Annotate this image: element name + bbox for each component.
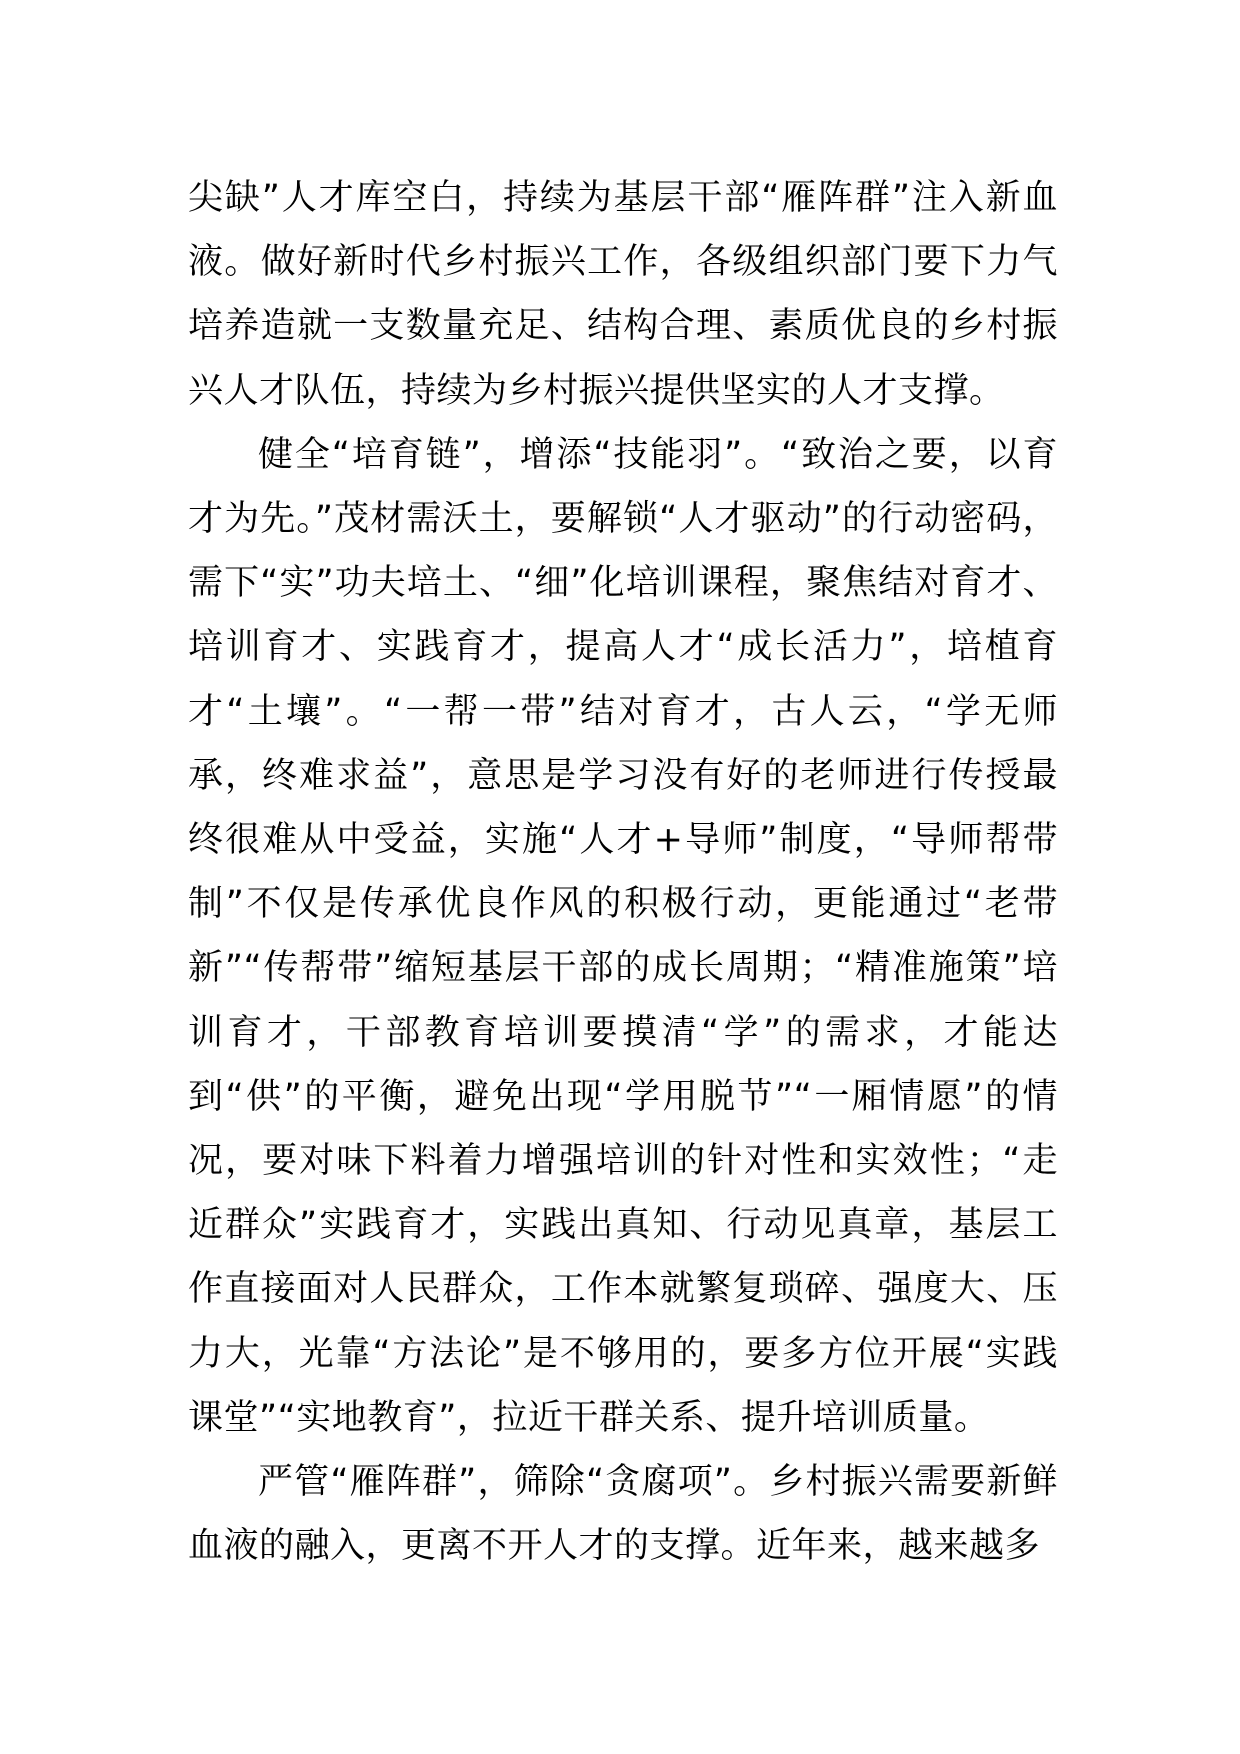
paragraph-lead: 健全“培育链”，增添“技能羽”。 <box>258 434 782 475</box>
paragraph-lead: 严管“雁阵群”，筛除“贪腐项”。 <box>258 1462 770 1503</box>
paragraph-continued <box>188 166 1058 423</box>
paragraph-text: “致治之要，以育才为先。”茂材需沃土，要解锁“人才驱动”的行动密码，需下“实”功夫培土、“细”化培训课程，聚焦结对育才、培训育才、实践育才，提高人才“成长活力”，培植育才“土壤”。“一帮一带”结对育才，古人云，“学无师承，终难求益”，意思是学习没有好的老师进行传授最终很难从中受益，实施“人才+导师”制度，“导师帮带制”不仅是传承优良作风的积极行动，更能通过“老带新”“传帮带”缩短基层干部的成长周期；“精准施策”培训育才，干部教育培训要摸清“学”的需求，才能达到“供”的平衡，避免出现“学用脱节”“一厢情愿”的情况，要对味下料着力增强培训的针对性和实效性；“走近群众”实践育才，实践出真知、行动见真章，基层工作直接面对人民群众，工作本就繁复琐碎、强度大、压力大，光靠“方法论”是不够用的，要多方位开展“实践课堂”“实地教育”，拉近干群关系、提升培训质量。 <box>188 434 1059 1438</box>
body-text <box>188 166 1058 1578</box>
paragraph-strict-management <box>188 1450 1058 1578</box>
paragraph-text: 尖缺”人才库空白，持续为基层干部“雁阵群”注入新血液。做好新时代乡村振兴工作，各级组织部门要下力气培养造就一支数量充足、结构合理、素质优良的乡村振兴人才队伍，持续为乡村振兴提供坚实的人才支撑。 <box>188 178 1058 411</box>
paragraph-text: 乡村振兴需要新鲜血液的融入，更离不开人才的支撑。近年来，越来越多 <box>188 1462 1058 1567</box>
paragraph-talent-cultivation <box>188 423 1058 1450</box>
